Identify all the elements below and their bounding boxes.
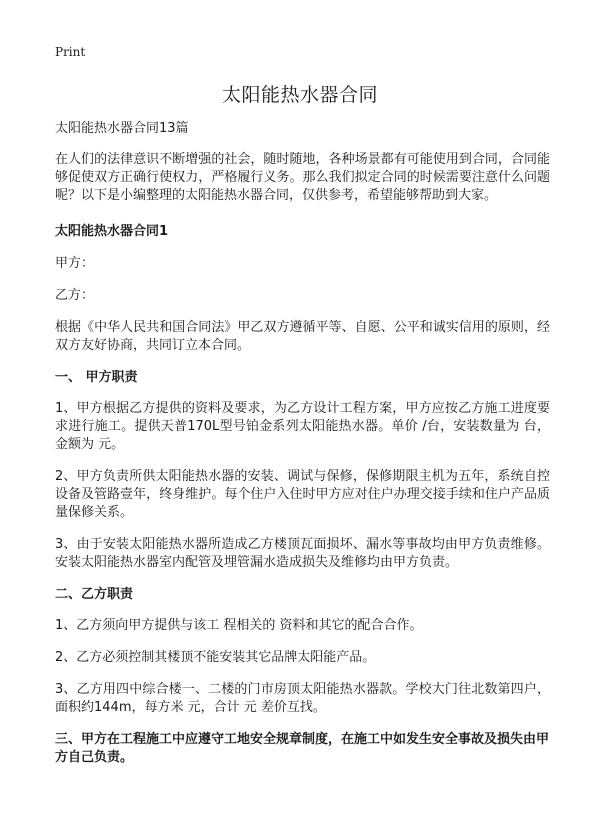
- party-a-label: 甲方：: [55, 256, 95, 271]
- intro-paragraph: 在人们的法律意识不断增强的社会，随时随地，各种场景都有可能使用到合同，合同能够促使双方正确行使权力，严格履行义务。那么我们拟定合同的时候需要注意什么问题呢？以下是小编整理的太阳能热水器合同，仅供参考，希望能够帮助到大家。: [55, 152, 550, 203]
- section-heading-party-b-duties: 二、乙方职责: [55, 587, 134, 602]
- contract-heading: 太阳能热水器合同1: [55, 224, 169, 239]
- clause-a-3: 3、由于安装太阳能热水器所造成乙方楼顶瓦面损坏、漏水等事故均由甲方负责维修。安装太阳能热水器室内配管及埋管漏水造成损失及维修均由甲方负责。: [55, 537, 550, 570]
- preamble-paragraph: 根据《中华人民共和国合同法》甲乙双方遵循平等、自愿、公平和诚实信用的原则，经双方友好协商，共同订立本合同。: [55, 320, 550, 353]
- section-heading-safety: 三、甲方在工程施工中应遵守工地安全规章制度，在施工中如发生安全事故及损失由甲方自己负责。: [55, 732, 550, 765]
- page-title: 太阳能热水器合同: [221, 84, 378, 106]
- clause-b-3: 3、乙方用四中综合楼一、二楼的门市房顶太阳能热水器款。学校大门往北数第四户，面积约144m，每方米 元，合计 元 差价互找。: [55, 682, 550, 715]
- document-subtitle: 太阳能热水器合同13篇: [55, 121, 189, 136]
- print-link[interactable]: Print: [55, 45, 86, 59]
- clause-b-1: 1、乙方须向甲方提供与该工 程相关的 资料和其它的配合合作。: [55, 618, 423, 633]
- party-b-label: 乙方：: [55, 288, 95, 303]
- document-body: [55, 120, 550, 781]
- clause-a-1: 1、甲方根据乙方提供的资料及要求，为乙方设计工程方案，甲方应按乙方施工进度要求进行施工。提供天普170L型号铂金系列太阳能热水器。单价 /台，安装数量为 台，金额为 元。: [55, 401, 550, 452]
- clause-b-2: 2、乙方必须控制其楼顶不能安装其它品牌太阳能产品。: [55, 650, 376, 665]
- clause-a-2: 2、甲方负责所供太阳能热水器的安装、调试与保修，保修期限主机为五年，系统自控设备及管路壹年，终身维护。每个住户入住时甲方应对住户办理交接手续和住户产品质量保修关系。: [55, 469, 550, 520]
- section-heading-party-a-duties: 一、 甲方职责: [55, 370, 138, 385]
